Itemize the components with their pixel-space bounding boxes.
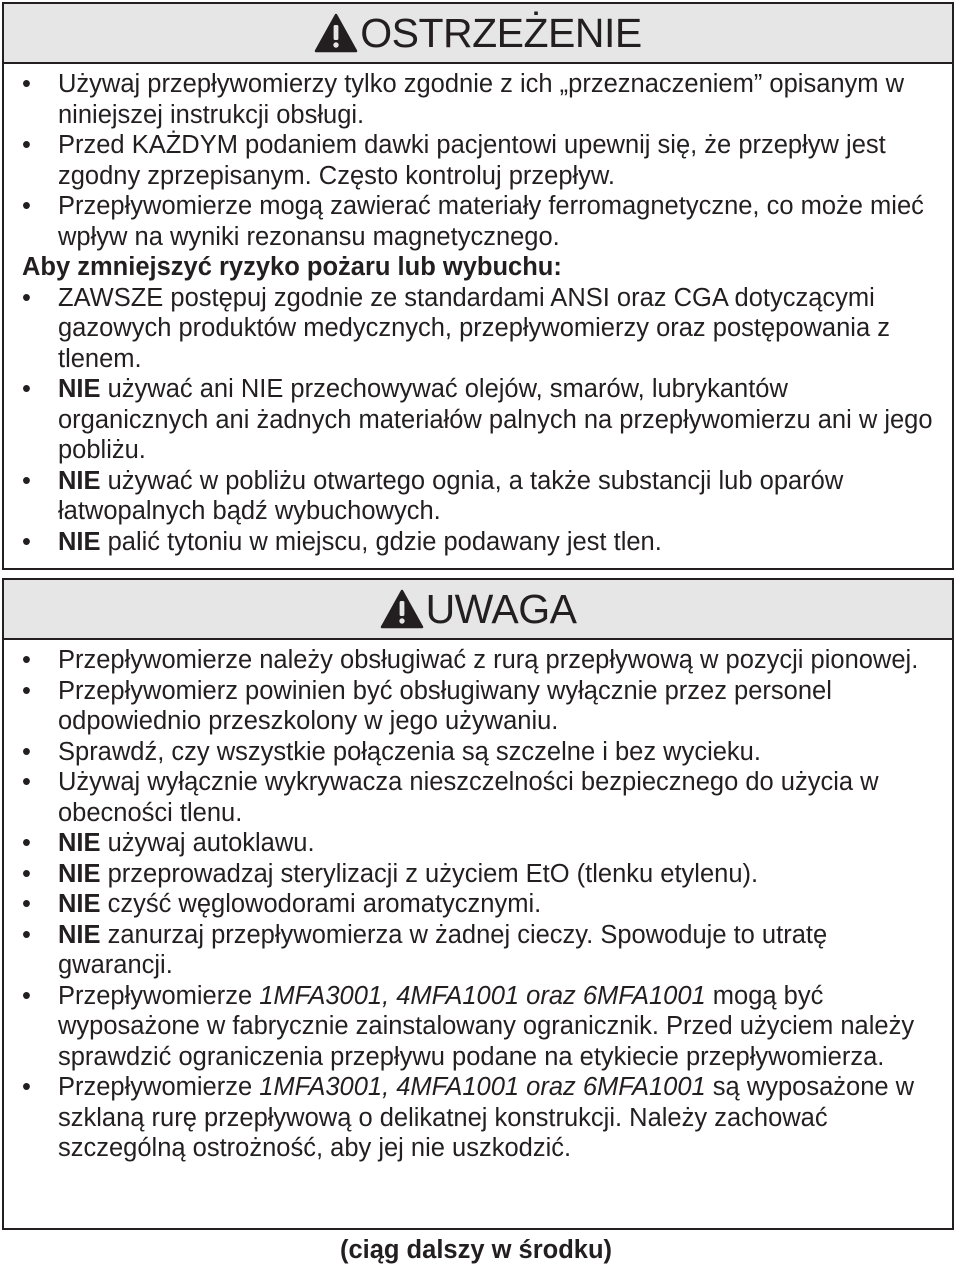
list-item-text: Przepływomierze należy obsługiwać z rurą przepływową w pozycji pionowej. bbox=[58, 646, 919, 674]
emphasis-not: NIE bbox=[58, 466, 101, 495]
list-item-text: ZAWSZE postępuj zgodnie ze standardami ANSI oraz CGA dotyczącymi gazowych produktów medycznych, przepływomierzy oraz postępowania z tlenem. bbox=[58, 283, 890, 373]
list-item-text: Sprawdź, czy wszystkie połączenia są szczelne i bez wycieku. bbox=[58, 737, 761, 766]
list-item bbox=[20, 676, 938, 737]
list-item-text: używać w pobliżu otwartego ognia, a także substancji lub oparów łatwopalnych bądź wybuchowych. bbox=[58, 466, 844, 525]
caution-header bbox=[4, 580, 952, 640]
warning-triangle-icon bbox=[314, 13, 358, 53]
emphasis-not: NIE bbox=[58, 920, 101, 949]
list-item-text: Przed KAŻDYM podaniem dawki pacjentowi upewnij się, że przepływ jest zgodny zprzepisanym. Często kontroluj przepływ. bbox=[58, 131, 886, 190]
bullet: • bbox=[22, 676, 31, 705]
bullet: • bbox=[22, 646, 31, 674]
bullet: • bbox=[22, 829, 31, 857]
list-item bbox=[20, 828, 938, 859]
list-item bbox=[20, 859, 938, 890]
list-item-text: palić tytoniu w miejscu, gdzie podawany jest tlen. bbox=[100, 527, 662, 556]
list-item-text: mogą być wyposażone w fabrycznie zainstalowany ogranicznik. Przed użyciem należy sprawdzić ograniczenia przepływu podane na etykiecie przepływomierza. bbox=[58, 981, 915, 1071]
emphasis-not: NIE bbox=[58, 829, 101, 857]
list-item-text: Używaj przepływomierzy tylko zgodnie z ich „przeznaczeniem” opisanym w niniejszej instrukcji obsługi. bbox=[58, 70, 905, 129]
bullet: • bbox=[22, 1073, 31, 1101]
list-item-text: Przepływomierze mogą zawierać materiały ferromagnetyczne, co może mieć wpływ na wyniki rezonansu magnetycznego. bbox=[58, 192, 924, 251]
bullet: • bbox=[22, 283, 31, 312]
list-item bbox=[20, 920, 938, 981]
list-item bbox=[20, 981, 938, 1073]
emphasis-not: NIE bbox=[58, 527, 101, 556]
bullet: • bbox=[22, 920, 31, 949]
bullet: • bbox=[22, 131, 31, 159]
list-item-text: zanurzaj przepływomierza w żadnej cieczy. Spowoduje to utratę gwarancji. bbox=[58, 920, 828, 979]
emphasis-not: NIE bbox=[58, 890, 101, 918]
list-item-text: używaj autoklawu. bbox=[100, 829, 315, 857]
bullet: • bbox=[22, 70, 31, 98]
list-item bbox=[20, 466, 938, 527]
caution-title: UWAGA bbox=[425, 585, 577, 632]
list-item bbox=[20, 527, 938, 558]
model-numbers: 1MFA3001, 4MFA1001 oraz 6MFA1001 bbox=[259, 981, 706, 1010]
list-item bbox=[20, 889, 938, 920]
list-item bbox=[20, 191, 938, 252]
list-item bbox=[20, 130, 938, 191]
caution-box bbox=[2, 578, 954, 1230]
bullet: • bbox=[22, 981, 31, 1010]
bullet: • bbox=[22, 737, 31, 766]
list-item bbox=[20, 374, 938, 466]
list-item-text: Używaj wyłącznie wykrywacza nieszczelności bezpiecznego do użycia w obecności tlenu. bbox=[58, 768, 879, 827]
list-item bbox=[20, 69, 938, 130]
list-item bbox=[20, 645, 938, 676]
list-item-text: są wyposażone w szklaną rurę przepływową o delikatnej konstrukcji. Należy zachować szczególną ostrożność, aby jej nie uszkodzić. bbox=[58, 1073, 915, 1162]
bullet: • bbox=[22, 768, 31, 796]
emphasis-not: NIE bbox=[58, 375, 101, 403]
list-item-text: używać ani NIE przechowywać olejów, smarów, lubrykantów organicznych ani żadnych materiałów palnych na przepływomierzu ani w jego pobliżu. bbox=[58, 375, 933, 464]
emphasis-not: NIE bbox=[58, 859, 101, 888]
list-item-text: Przepływomierz powinien być obsługiwany wyłącznie przez personel odpowiednio przeszkolony w jego używaniu. bbox=[58, 676, 832, 735]
bullet: • bbox=[22, 527, 31, 556]
warning-header bbox=[4, 4, 952, 64]
list-item-prefix: Przepływomierze bbox=[58, 1073, 260, 1101]
list-item-text: czyść węglowodorami aromatycznymi. bbox=[100, 890, 542, 918]
model-numbers: 1MFA3001, 4MFA1001 oraz 6MFA1001 bbox=[259, 1073, 706, 1101]
bullet: • bbox=[22, 890, 31, 918]
list-item-prefix: Przepływomierze bbox=[58, 981, 260, 1010]
list-item bbox=[20, 737, 938, 768]
list-item bbox=[20, 767, 938, 828]
bullet: • bbox=[22, 192, 31, 220]
list-item-text: przeprowadzaj sterylizacji z użyciem EtO (tlenku etylenu). bbox=[100, 859, 759, 888]
bullet: • bbox=[22, 466, 31, 495]
bullet: • bbox=[22, 859, 31, 888]
list-item bbox=[20, 1072, 938, 1164]
warning-box bbox=[2, 2, 954, 570]
fire-risk-subheading: Aby zmniejszyć ryzyko pożaru lub wybuchu: bbox=[22, 253, 562, 281]
continued-note: (ciąg dalszy w środku) bbox=[339, 1236, 613, 1264]
warning-triangle-icon bbox=[380, 589, 424, 629]
bullet: • bbox=[22, 375, 31, 403]
warning-title: OSTRZEŻENIE bbox=[360, 9, 642, 56]
list-item bbox=[20, 283, 938, 375]
